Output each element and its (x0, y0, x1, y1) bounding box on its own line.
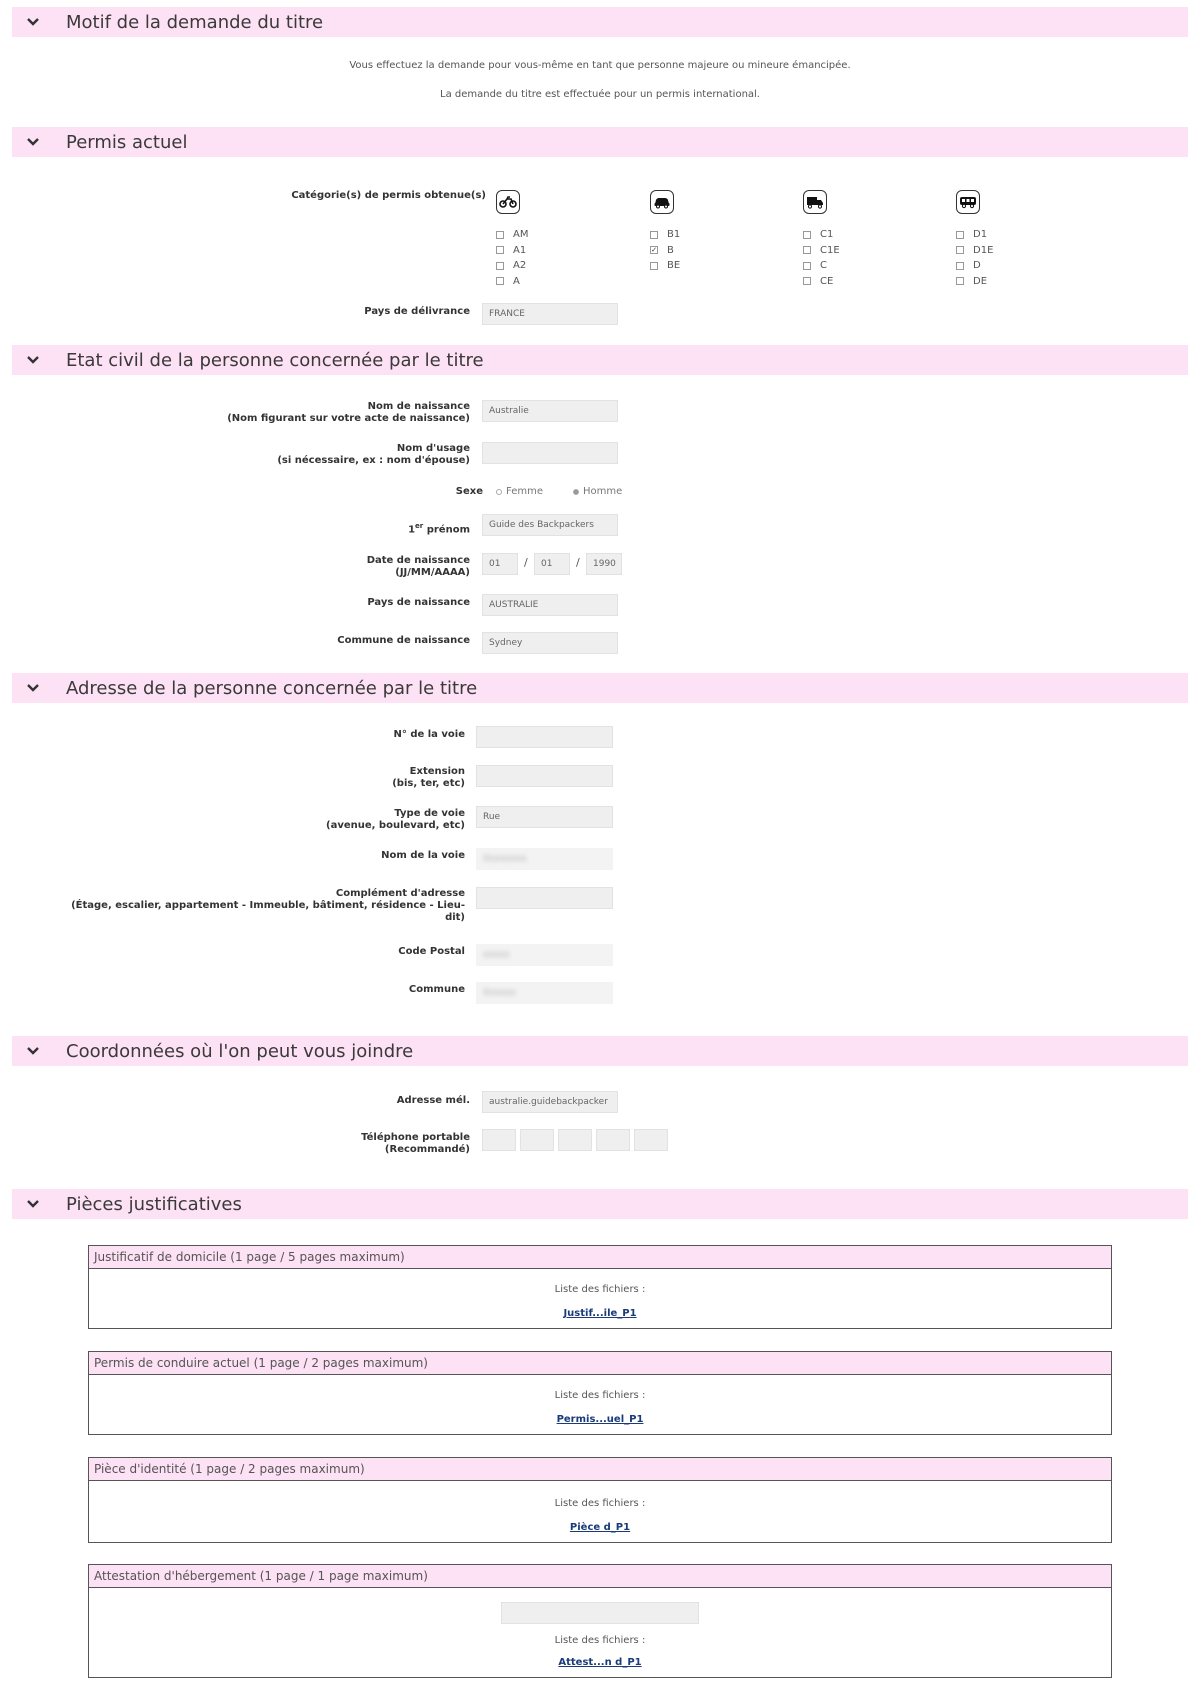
section-title: Motif de la demande du titre (66, 11, 324, 33)
category-option-label: D1 (973, 229, 988, 240)
document-box-permis (88, 1351, 1112, 1435)
commune-label: Commune (408, 984, 465, 995)
type-voie-label-sub: (avenue, boulevard, etc) (326, 820, 465, 831)
section-header-adresse[interactable] (12, 673, 1188, 703)
category-option-label: CE (820, 275, 834, 287)
chevron-down-icon[interactable] (26, 15, 40, 29)
motif-line-1: Vous effectuez la demande pour vous-même en tant que personne majeure ou mineure émancipée. (349, 60, 851, 71)
nom-naissance-label-sub: (Nom figurant sur votre acte de naissance) (227, 413, 470, 424)
section-title: Coordonnées où l'on peut vous joindre (66, 1040, 414, 1062)
extension-label (250, 766, 465, 790)
checkbox[interactable] (650, 262, 658, 270)
section-header-etat-civil[interactable] (12, 345, 1188, 375)
category-option-label: BE (667, 260, 681, 271)
chevron-down-icon[interactable] (26, 681, 40, 695)
category-option-be[interactable] (650, 260, 680, 271)
pays-delivrance-field[interactable]: FRANCE (482, 303, 618, 325)
date-naissance-label (250, 555, 470, 579)
motorcycle-icon (496, 190, 520, 214)
chevron-down-icon[interactable] (26, 135, 40, 149)
checkbox-checked[interactable]: ✓ (651, 246, 657, 254)
radio-dot (496, 489, 502, 495)
section-header-motif[interactable] (12, 7, 1188, 37)
prenom-label-sup: er (415, 522, 424, 530)
sexe-option-homme[interactable] (573, 486, 622, 497)
extension-field[interactable] (476, 765, 613, 787)
category-option-c1[interactable] (803, 229, 833, 240)
telephone-label (250, 1132, 470, 1156)
checkbox[interactable] (803, 262, 811, 270)
radio-dot (573, 489, 579, 495)
checkbox[interactable] (956, 246, 964, 254)
telephone-field-4[interactable] (596, 1129, 630, 1151)
pays-naissance-field[interactable]: AUSTRALIE (482, 594, 618, 616)
document-box-domicile (88, 1245, 1112, 1329)
document-box-hebergement (88, 1564, 1112, 1678)
file-link[interactable]: Attest...n d_P1 (558, 1657, 642, 1668)
complement-field[interactable] (476, 887, 613, 909)
checkbox[interactable] (956, 277, 964, 285)
category-option-b[interactable] (650, 245, 674, 256)
category-option-c1e[interactable] (803, 245, 840, 256)
document-title: Pièce d'identité (1 page / 2 pages maximum) (89, 1458, 1111, 1481)
telephone-field-2[interactable] (520, 1129, 554, 1151)
category-option-label: C1E (820, 244, 840, 256)
category-option-label: D (973, 260, 981, 271)
chevron-down-icon[interactable] (26, 1044, 40, 1058)
category-option-am[interactable] (496, 229, 528, 240)
car-icon (650, 190, 674, 214)
date-year-field[interactable]: 1990 (586, 553, 622, 575)
category-option-d[interactable] (956, 260, 981, 271)
date-label-sub: (JJ/MM/AAAA) (395, 567, 470, 578)
checkbox[interactable] (496, 246, 504, 254)
extension-label-sub: (bis, ter, etc) (392, 778, 465, 789)
email-label: Adresse mél. (396, 1095, 470, 1106)
section-header-permis[interactable] (12, 127, 1188, 157)
file-list-label: Liste des fichiers : (554, 1498, 646, 1509)
nom-usage-label-text: Nom d'usage (396, 443, 470, 454)
motif-line-2: La demande du titre est effectuée pour un permis international. (440, 89, 760, 100)
prenom-label (300, 520, 470, 536)
nom-naissance-label (150, 401, 470, 425)
nom-naissance-field[interactable]: Australie (482, 400, 618, 422)
complement-label-sub2: dit) (445, 912, 465, 923)
date-separator: / (524, 556, 528, 569)
commune-naissance-field[interactable]: Sydney (482, 632, 618, 654)
telephone-label-sub: (Recommandé) (384, 1144, 470, 1155)
section-title: Adresse de la personne concernée par le titre (66, 677, 478, 699)
type-voie-label (250, 808, 465, 832)
category-option-label: AM (513, 229, 529, 240)
num-voie-field[interactable] (476, 726, 613, 748)
category-option-a[interactable] (496, 276, 520, 287)
type-voie-field[interactable]: Rue (476, 806, 613, 828)
bus-icon (956, 190, 980, 214)
prenom-label-num: 1 (408, 524, 416, 536)
prenom-field[interactable]: Guide des Backpackers (482, 514, 618, 536)
category-option-b1[interactable] (650, 229, 680, 240)
file-list-label: Liste des fichiers : (554, 1284, 646, 1295)
section-title: Pièces justificatives (66, 1193, 242, 1215)
num-voie-label: N° de la voie (393, 729, 465, 740)
sexe-homme-label: Homme (583, 486, 623, 497)
category-option-c[interactable] (803, 260, 827, 271)
date-label-text: Date de naissance (366, 555, 470, 566)
telephone-label-text: Téléphone portable (361, 1132, 470, 1143)
email-field[interactable]: australie.guidebackpacker (482, 1091, 618, 1113)
type-voie-label-text: Type de voie (394, 808, 465, 819)
comment-field[interactable] (501, 1602, 699, 1624)
category-option-de[interactable] (956, 276, 987, 287)
category-option-label: C1 (820, 229, 834, 240)
truck-icon (803, 190, 827, 214)
categories-label: Catégorie(s) de permis obtenue(s) (291, 190, 486, 201)
category-option-label: A1 (513, 244, 527, 256)
file-list-label: Liste des fichiers : (554, 1390, 646, 1401)
category-option-label: A2 (513, 260, 527, 271)
category-option-ce[interactable] (803, 276, 833, 287)
checkbox[interactable] (803, 231, 811, 239)
complement-label-sub1: (Étage, escalier, appartement - Immeuble, bâtiment, résidence - Lieu- (71, 900, 465, 911)
checkbox[interactable] (803, 277, 811, 285)
sexe-label: Sexe (455, 486, 483, 497)
category-option-label: DE (973, 275, 988, 287)
telephone-field-5[interactable] (634, 1129, 668, 1151)
file-link[interactable]: Pièce d_P1 (569, 1522, 631, 1533)
file-link[interactable]: Permis...uel_P1 (556, 1414, 644, 1425)
pays-naissance-label: Pays de naissance (367, 597, 470, 608)
commune-naissance-label: Commune de naissance (337, 635, 470, 646)
category-option-label: D1E (973, 244, 994, 256)
sexe-radio-group (496, 486, 622, 497)
telephone-field-1[interactable] (482, 1129, 516, 1151)
telephone-field-3[interactable] (558, 1129, 592, 1151)
date-separator: / (576, 556, 580, 569)
category-option-d1e[interactable] (956, 245, 993, 256)
checkbox[interactable] (956, 231, 964, 239)
document-title: Attestation d'hébergement (1 page / 1 page maximum) (89, 1565, 1111, 1588)
prenom-label-text: prénom (426, 524, 470, 536)
chevron-down-icon[interactable] (26, 1197, 40, 1211)
complement-label (20, 888, 465, 924)
code-postal-label: Code Postal (398, 946, 465, 957)
document-title: Justificatif de domicile (1 page / 5 pages maximum) (89, 1246, 1111, 1269)
nom-voie-field[interactable]: Xxxxxxxx (476, 848, 613, 870)
extension-label-text: Extension (409, 766, 465, 777)
complement-label-text: Complément d'adresse (335, 888, 465, 899)
commune-field[interactable]: Xxxxxx (476, 982, 613, 1004)
file-link[interactable]: Justif...ile_P1 (563, 1308, 637, 1319)
pays-delivrance-label: Pays de délivrance (364, 306, 470, 317)
file-list-label: Liste des fichiers : (554, 1635, 646, 1646)
nom-usage-label-sub: (si nécessaire, ex : nom d'épouse) (277, 455, 470, 466)
section-title: Permis actuel (66, 131, 188, 153)
sexe-femme-label: Femme (506, 486, 543, 497)
checkbox[interactable] (803, 246, 811, 254)
sexe-option-femme[interactable] (496, 486, 543, 497)
section-header-coordonnees[interactable] (12, 1036, 1188, 1066)
nom-naissance-label-text: Nom de naissance (367, 401, 470, 412)
category-option-label: C (820, 260, 827, 271)
checkbox[interactable] (496, 262, 504, 270)
section-title: Etat civil de la personne concernée par le titre (66, 349, 484, 371)
chevron-down-icon[interactable] (26, 353, 40, 367)
date-month-field[interactable]: 01 (534, 553, 570, 575)
nom-usage-label (150, 443, 470, 467)
category-option-label: A (513, 275, 520, 287)
nom-voie-label: Nom de la voie (381, 850, 465, 861)
document-box-identite (88, 1457, 1112, 1543)
checkbox[interactable] (650, 231, 658, 239)
checkbox[interactable] (956, 262, 964, 270)
date-day-field[interactable]: 01 (482, 553, 518, 575)
category-option-label: B1 (667, 229, 681, 240)
checkbox[interactable] (496, 277, 504, 285)
nom-usage-field[interactable] (482, 442, 618, 464)
category-option-a2[interactable] (496, 260, 526, 271)
category-option-a1[interactable] (496, 245, 526, 256)
code-postal-field[interactable]: xxxxx (476, 944, 613, 966)
document-title: Permis de conduire actuel (1 page / 2 pages maximum) (89, 1352, 1111, 1375)
section-header-pieces[interactable] (12, 1189, 1188, 1219)
category-option-label: B (667, 244, 674, 256)
category-option-d1[interactable] (956, 229, 987, 240)
checkbox[interactable] (496, 231, 504, 239)
